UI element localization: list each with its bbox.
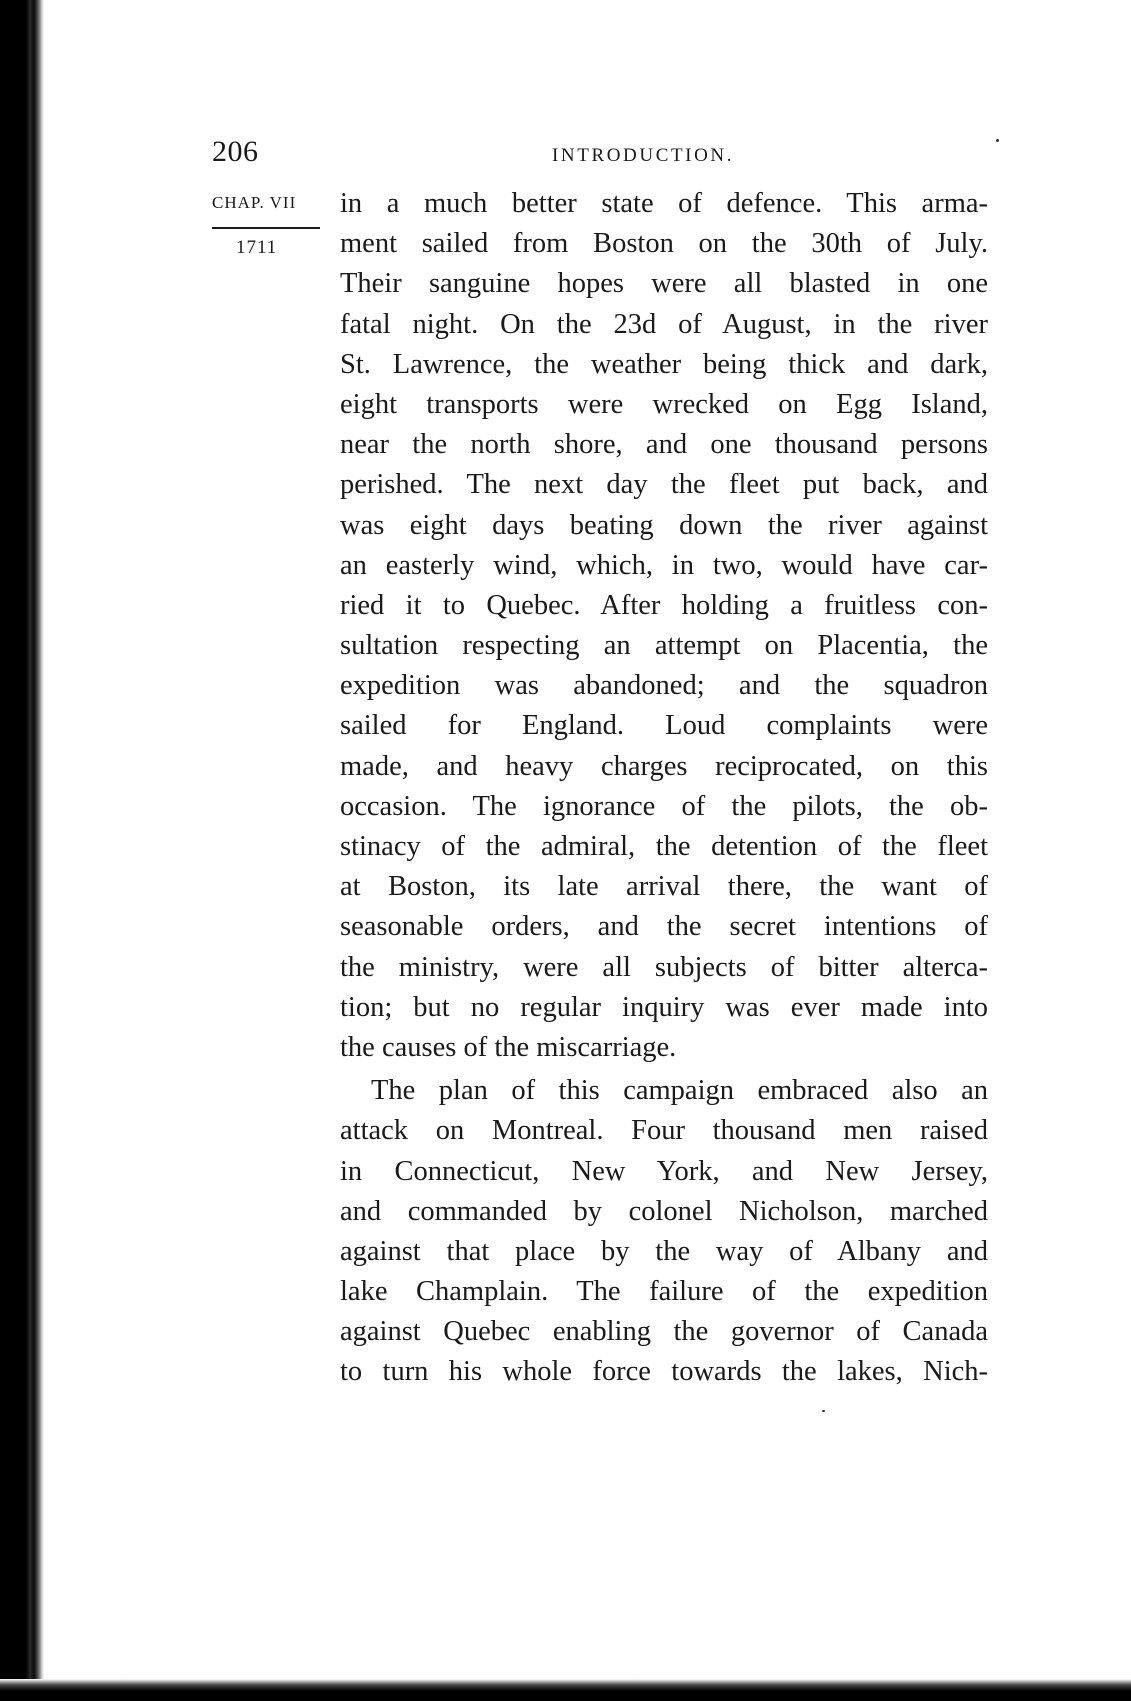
page-bottom-edge xyxy=(0,1679,1131,1701)
text-line: at Boston, its late arrival there, the want of xyxy=(340,871,988,903)
text-line: the ministry, were all subjects of bitter alterca- xyxy=(340,951,988,983)
margin-year-note: 1711 xyxy=(236,237,278,258)
text-line: seasonable orders, and the secret intentions of xyxy=(340,911,988,943)
paragraph-2 xyxy=(340,1071,988,1393)
text-line: made, and heavy charges reciprocated, on this xyxy=(340,750,988,782)
scan-speck xyxy=(996,139,999,142)
text-line: stinacy of the admiral, the detention of the fleet xyxy=(340,831,988,862)
margin-divider xyxy=(212,227,320,229)
text-line: tion; but no regular inquiry was ever made into xyxy=(340,991,988,1023)
text-line: Their sanguine hopes were all blasted in one xyxy=(340,268,988,300)
text-line: eight transports were wrecked on Egg Island, xyxy=(340,388,988,420)
text-line: against that place by the way of Albany and xyxy=(340,1235,988,1267)
text-line: lake Champlain. The failure of the expedition xyxy=(340,1276,988,1308)
text-line: ment sailed from Boston on the 30th of July. xyxy=(340,228,988,260)
text-line: against Quebec enabling the governor of Canada xyxy=(340,1316,988,1348)
margin-chapter-note: CHAP. VII xyxy=(212,193,297,212)
text-line: ried it to Quebec. After holding a fruitless con- xyxy=(340,589,988,621)
binding-line xyxy=(8,0,10,1701)
page-number: 206 xyxy=(212,135,259,168)
text-line: expedition was abandoned; and the squadron xyxy=(340,670,988,702)
body-text xyxy=(340,184,988,1393)
running-head: INTRODUCTION. xyxy=(552,145,735,166)
text-line: sultation respecting an attempt on Placentia, the xyxy=(340,630,988,662)
text-line: perished. The next day the fleet put back, and xyxy=(340,469,988,501)
text-line: attack on Montreal. Four thousand men raised xyxy=(340,1115,988,1147)
text-line: near the north shore, and one thousand persons xyxy=(340,429,988,461)
text-line: The plan of this campaign embraced also an xyxy=(371,1075,988,1107)
text-line: to turn his whole force towards the lakes, Nich- xyxy=(340,1356,988,1388)
text-line: St. Lawrence, the weather being thick and dark, xyxy=(340,348,988,380)
paragraph-1 xyxy=(340,184,988,1068)
text-line: an easterly wind, which, in two, would have car- xyxy=(340,549,988,581)
text-line: and commanded by colonel Nicholson, marched xyxy=(340,1195,988,1227)
text-line: occasion. The ignorance of the pilots, the ob- xyxy=(340,790,988,822)
text-line: sailed for England. Loud complaints were xyxy=(340,710,988,742)
text-line: in a much better state of defence. This arma- xyxy=(340,188,988,219)
text-line: in Connecticut, New York, and New Jersey, xyxy=(340,1155,988,1187)
text-line: fatal night. On the 23d of August, in the river xyxy=(340,308,988,340)
text-line: the causes of the miscarriage. xyxy=(340,1031,677,1063)
text-line: was eight days beating down the river against xyxy=(340,509,988,541)
binding-line xyxy=(22,0,24,1701)
scan-speck xyxy=(822,1410,825,1412)
